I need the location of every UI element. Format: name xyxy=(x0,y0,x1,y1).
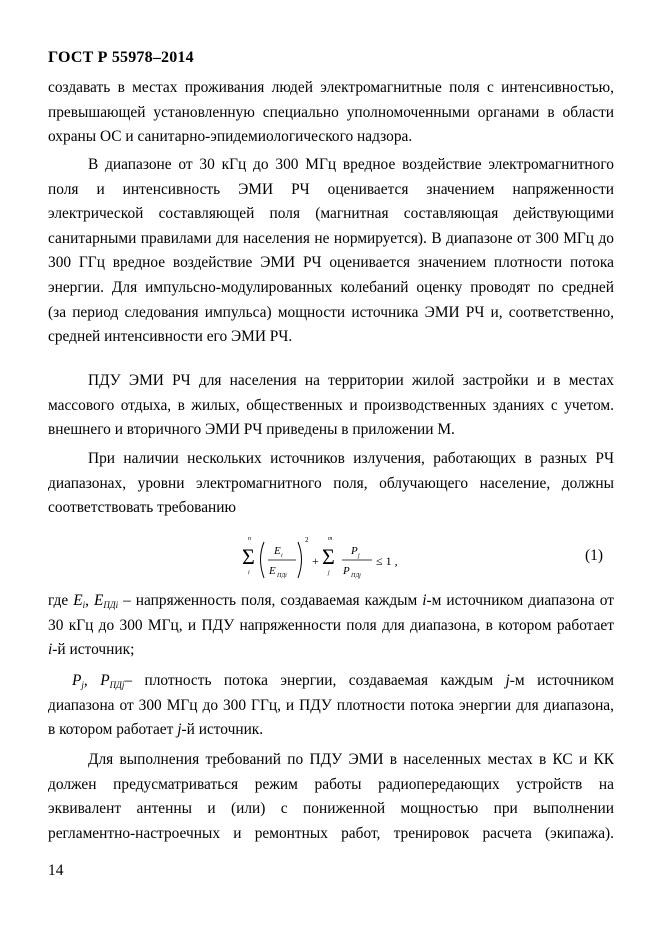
paragraph-3 xyxy=(48,369,614,443)
text-line: регламентно-настроечных и ремонтных работ, тренировок расчета (экипажа). xyxy=(48,824,614,842)
paragraph-7 xyxy=(48,748,614,846)
fraction1-denominator: E xyxy=(269,565,276,577)
text-line: При наличии нескольких источников излучения, работающих в разных РЧ xyxy=(88,450,614,467)
fraction2-numerator: P xyxy=(351,545,358,557)
text-line: превышающей установленную специально уполномоченными органами в области xyxy=(48,103,614,121)
text-line: 30 кГц до 300 МГц, и ПДУ напряженности поля для диапазона, в котором работает xyxy=(48,616,614,634)
text-line: ПДУ ЭМИ РЧ для населения на территории жилой застройки и в местах xyxy=(88,372,614,389)
text-line xyxy=(48,718,614,743)
symbol-sub: i xyxy=(82,600,86,610)
text-line: соответствовать требованию xyxy=(48,499,237,517)
formula-number: (1) xyxy=(585,547,603,564)
paragraph-4 xyxy=(48,447,614,521)
text-line: энергии. Для импульсно-модулированных колебаний оценку проводят по средней xyxy=(48,278,614,296)
fraction2-denominator: P xyxy=(343,565,350,577)
formula-1 xyxy=(238,534,438,590)
text-line: создавать в местах проживания людей электромагнитные поля с интенсивностью, xyxy=(48,79,614,96)
text-span: в котором работает xyxy=(48,721,178,739)
text-span: – напряженность поля, создаваемая каждым xyxy=(118,592,423,609)
symbol-j: j xyxy=(177,721,182,739)
paragraph-1 xyxy=(48,76,614,150)
symbol-ppd: P xyxy=(100,672,110,689)
text-span: , xyxy=(85,592,94,609)
symbol-sub: j xyxy=(81,680,84,690)
text-line: охраны ОС и санитарно-эпидемиологического надзора. xyxy=(48,128,413,146)
text-line: внешнего и вторичного ЭМИ РЧ приведены в приложении М. xyxy=(48,421,455,439)
symbol-e: E xyxy=(73,592,83,609)
right-paren-icon xyxy=(298,542,302,578)
power-exponent: 2 xyxy=(305,536,309,544)
plus-sign: + xyxy=(312,554,319,568)
fraction1-denominator-sub: ПДi xyxy=(277,573,287,579)
text-line: средней интенсивности его ЭМИ РЧ. xyxy=(48,328,293,346)
text-span: -м источником диапазона от xyxy=(426,592,614,609)
sigma-icon: Σ xyxy=(322,544,335,569)
fraction1-numerator-sub: i xyxy=(281,553,283,559)
sum1-lower-limit: i xyxy=(248,570,250,576)
symbol-epd: E xyxy=(93,592,104,609)
text-line: 300 ГГц вредное воздействие ЭМИ РЧ оценивается значением плотности потока xyxy=(48,254,614,272)
text-line: диапазона от 300 МГц до 300 ГГц, и ПДУ плотности потока энергии для диапазона, xyxy=(48,696,614,714)
document-header: ГОСТ Р 55978–2014 xyxy=(48,49,194,66)
text-span: , xyxy=(83,672,101,689)
text-span: где xyxy=(48,592,74,609)
text-line xyxy=(48,669,614,694)
fraction2-numerator-sub: j xyxy=(358,553,360,559)
text-span: -й источник; xyxy=(52,641,135,659)
text-line: эквивалент антенны и (или) с пониженной мощностью при выполнении xyxy=(48,800,614,818)
text-line: поля и интенсивность ЭМИ РЧ оценивается значением напряженности xyxy=(48,180,614,198)
sum2-upper-limit: m xyxy=(328,536,333,542)
symbol-j: j xyxy=(505,672,510,689)
text-line: В диапазоне от 30 кГц до 300 МГц вредное воздействие электромагнитного xyxy=(88,156,614,173)
text-line: Для выполнения требований по ПДУ ЭМИ в населенных местах в КС и КК xyxy=(88,751,614,768)
text-line: диапазонах, уровни электромагнитного поля, облучающего население, должны xyxy=(48,474,614,492)
paragraph-5 xyxy=(48,589,614,663)
paragraph-2 xyxy=(48,153,614,350)
text-line: санитарными правилами для населения не нормируется). В диапазоне от 300 МГц до xyxy=(48,229,614,247)
text-line: должен предусматриваться режим работы радиопередающих устройств на xyxy=(48,775,614,793)
text-span: -м источником xyxy=(509,672,614,689)
fraction1-numerator: E xyxy=(274,545,281,557)
symbol-sub: ПДj xyxy=(109,680,125,690)
text-line: (за период следования импульса) мощности источника ЭМИ РЧ и, соответственно, xyxy=(48,303,614,321)
relation: ≤ 1 , xyxy=(376,554,398,568)
text-span: -й источник. xyxy=(181,721,264,739)
sigma-icon: Σ xyxy=(242,544,255,569)
paragraph-6 xyxy=(48,669,614,743)
symbol-i: i xyxy=(48,641,53,659)
sum2-lower-limit: j xyxy=(328,570,330,576)
text-line xyxy=(48,638,614,663)
fraction2-denominator-sub: ПДj xyxy=(351,573,361,579)
text-line: массового отдыха, в жилых, общественных и производственных зданиях с учетом. xyxy=(48,396,614,414)
page-number: 14 xyxy=(48,862,64,879)
text-line xyxy=(48,589,614,614)
text-span: – плотность потока энергии, создаваемая каждым xyxy=(124,672,506,689)
left-paren-icon xyxy=(261,542,265,578)
sum1-upper-limit: n xyxy=(248,536,251,542)
symbol-p: P xyxy=(72,672,82,689)
symbol-sub: ПДi xyxy=(103,600,119,610)
text-line: электрической составляющей поля (магнитная составляющая действующими xyxy=(48,205,614,223)
symbol-i: i xyxy=(422,592,427,609)
